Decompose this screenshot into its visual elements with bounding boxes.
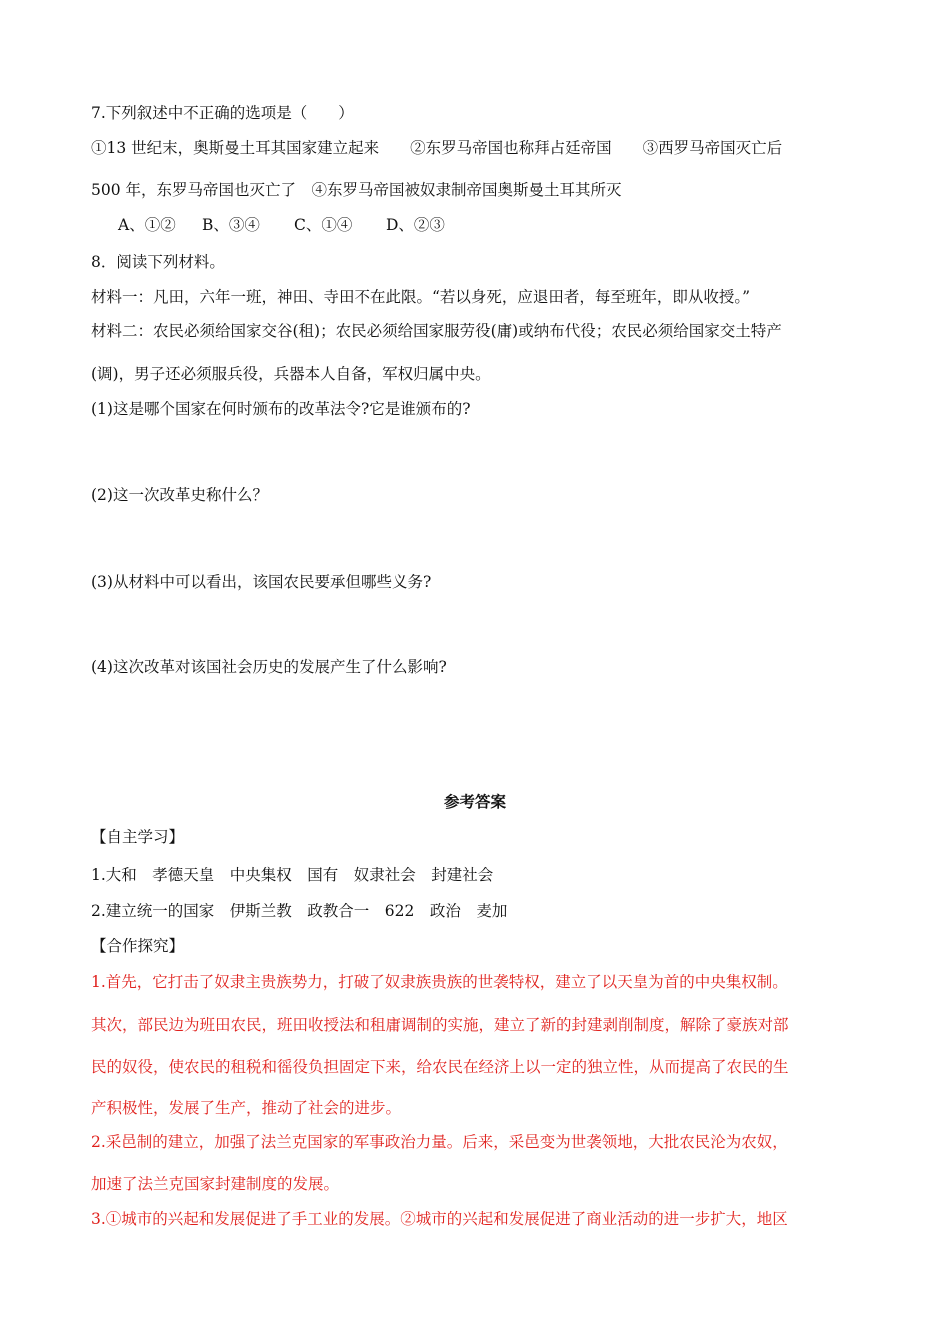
inquiry-answer-1-line3: 民的奴役，使农民的租税和徭役负担固定下来，给农民在经济上以一定的独立性，从而提高了农民的生: [91, 1058, 789, 1076]
q8-sub-question-2: (2)这一次改革史称什么？: [91, 486, 268, 504]
answer-line-1: 1.大和 孝德天皇 中央集权 国有 奴隶社会 封建社会: [91, 866, 494, 884]
q8-stem: 8．阅读下列材料。: [91, 253, 225, 271]
q8-sub-question-4: (4)这次改革对该国社会历史的发展产生了什么影响?: [91, 658, 447, 676]
section-self-study: 【自主学习】: [91, 828, 185, 846]
answer-line-2: 2.建立统一的国家 伊斯兰教 政教合一 622 政治 麦加: [91, 902, 508, 920]
inquiry-answer-3-line1: 3.①城市的兴起和发展促进了手工业的发展。②城市的兴起和发展促进了商业活动的进一步扩大，地区: [91, 1210, 788, 1228]
q7-option-a: A、①②: [118, 216, 176, 234]
inquiry-answer-1-line1: 1.首先，它打击了奴隶主贵族势力，打破了奴隶族贵族的世袭特权，建立了以天皇为首的中央集权制。: [91, 973, 788, 991]
q7-statements-line2: 500 年，东罗马帝国也灭亡了 ④东罗马帝国被奴隶制帝国奥斯曼土耳其所灭: [91, 181, 622, 199]
inquiry-answer-2-line2: 加速了法兰克国家封建制度的发展。: [91, 1175, 340, 1193]
inquiry-answer-2-line1: 2.采邑制的建立，加强了法兰克国家的军事政治力量。后来，采邑变为世袭领地，大批农民沦为农奴，: [91, 1133, 788, 1151]
q8-material-1: 材料一：凡田，六年一班，神田、寺田不在此限。“若以身死，应退田者，每至班年，即从收授。”: [91, 288, 751, 306]
section-cooperative-inquiry: 【合作探究】: [91, 937, 185, 955]
q7-stem: 7.下列叙述中不正确的选项是（ ）: [91, 104, 354, 122]
q7-option-b: B、③④: [202, 216, 260, 234]
inquiry-answer-1-line2: 其次，部民边为班田农民，班田收授法和租庸调制的实施，建立了新的封建剥削制度，解除了豪族对部: [91, 1016, 789, 1034]
q7-options: [118, 215, 890, 235]
answers-title: 参考答案: [443, 792, 506, 811]
q7-option-d: D、②③: [386, 216, 445, 234]
q8-material-2-line1: 材料二：农民必须给国家交谷(租)；农民必须给国家服劳役(庸)或纳布代役；农民必须给国家交土特产: [91, 322, 782, 340]
q8-material-2-line2: (调)，男子还必须服兵役，兵器本人自备，军权归属中央。: [91, 365, 491, 383]
q7-statements-line1: ①13 世纪末，奥斯曼土耳其国家建立起来 ②东罗马帝国也称拜占廷帝国 ③西罗马帝国灭亡后: [91, 139, 783, 157]
inquiry-answer-1-line4: 产积极性，发展了生产，推动了社会的进步。: [91, 1099, 402, 1117]
q8-sub-question-1: (1)这是哪个国家在何时颁布的改革法令?它是谁颁布的?: [91, 400, 471, 418]
q8-sub-question-3: (3)从材料中可以看出，该国农民要承但哪些义务?: [91, 573, 432, 591]
q7-option-c: C、①④: [294, 216, 353, 234]
